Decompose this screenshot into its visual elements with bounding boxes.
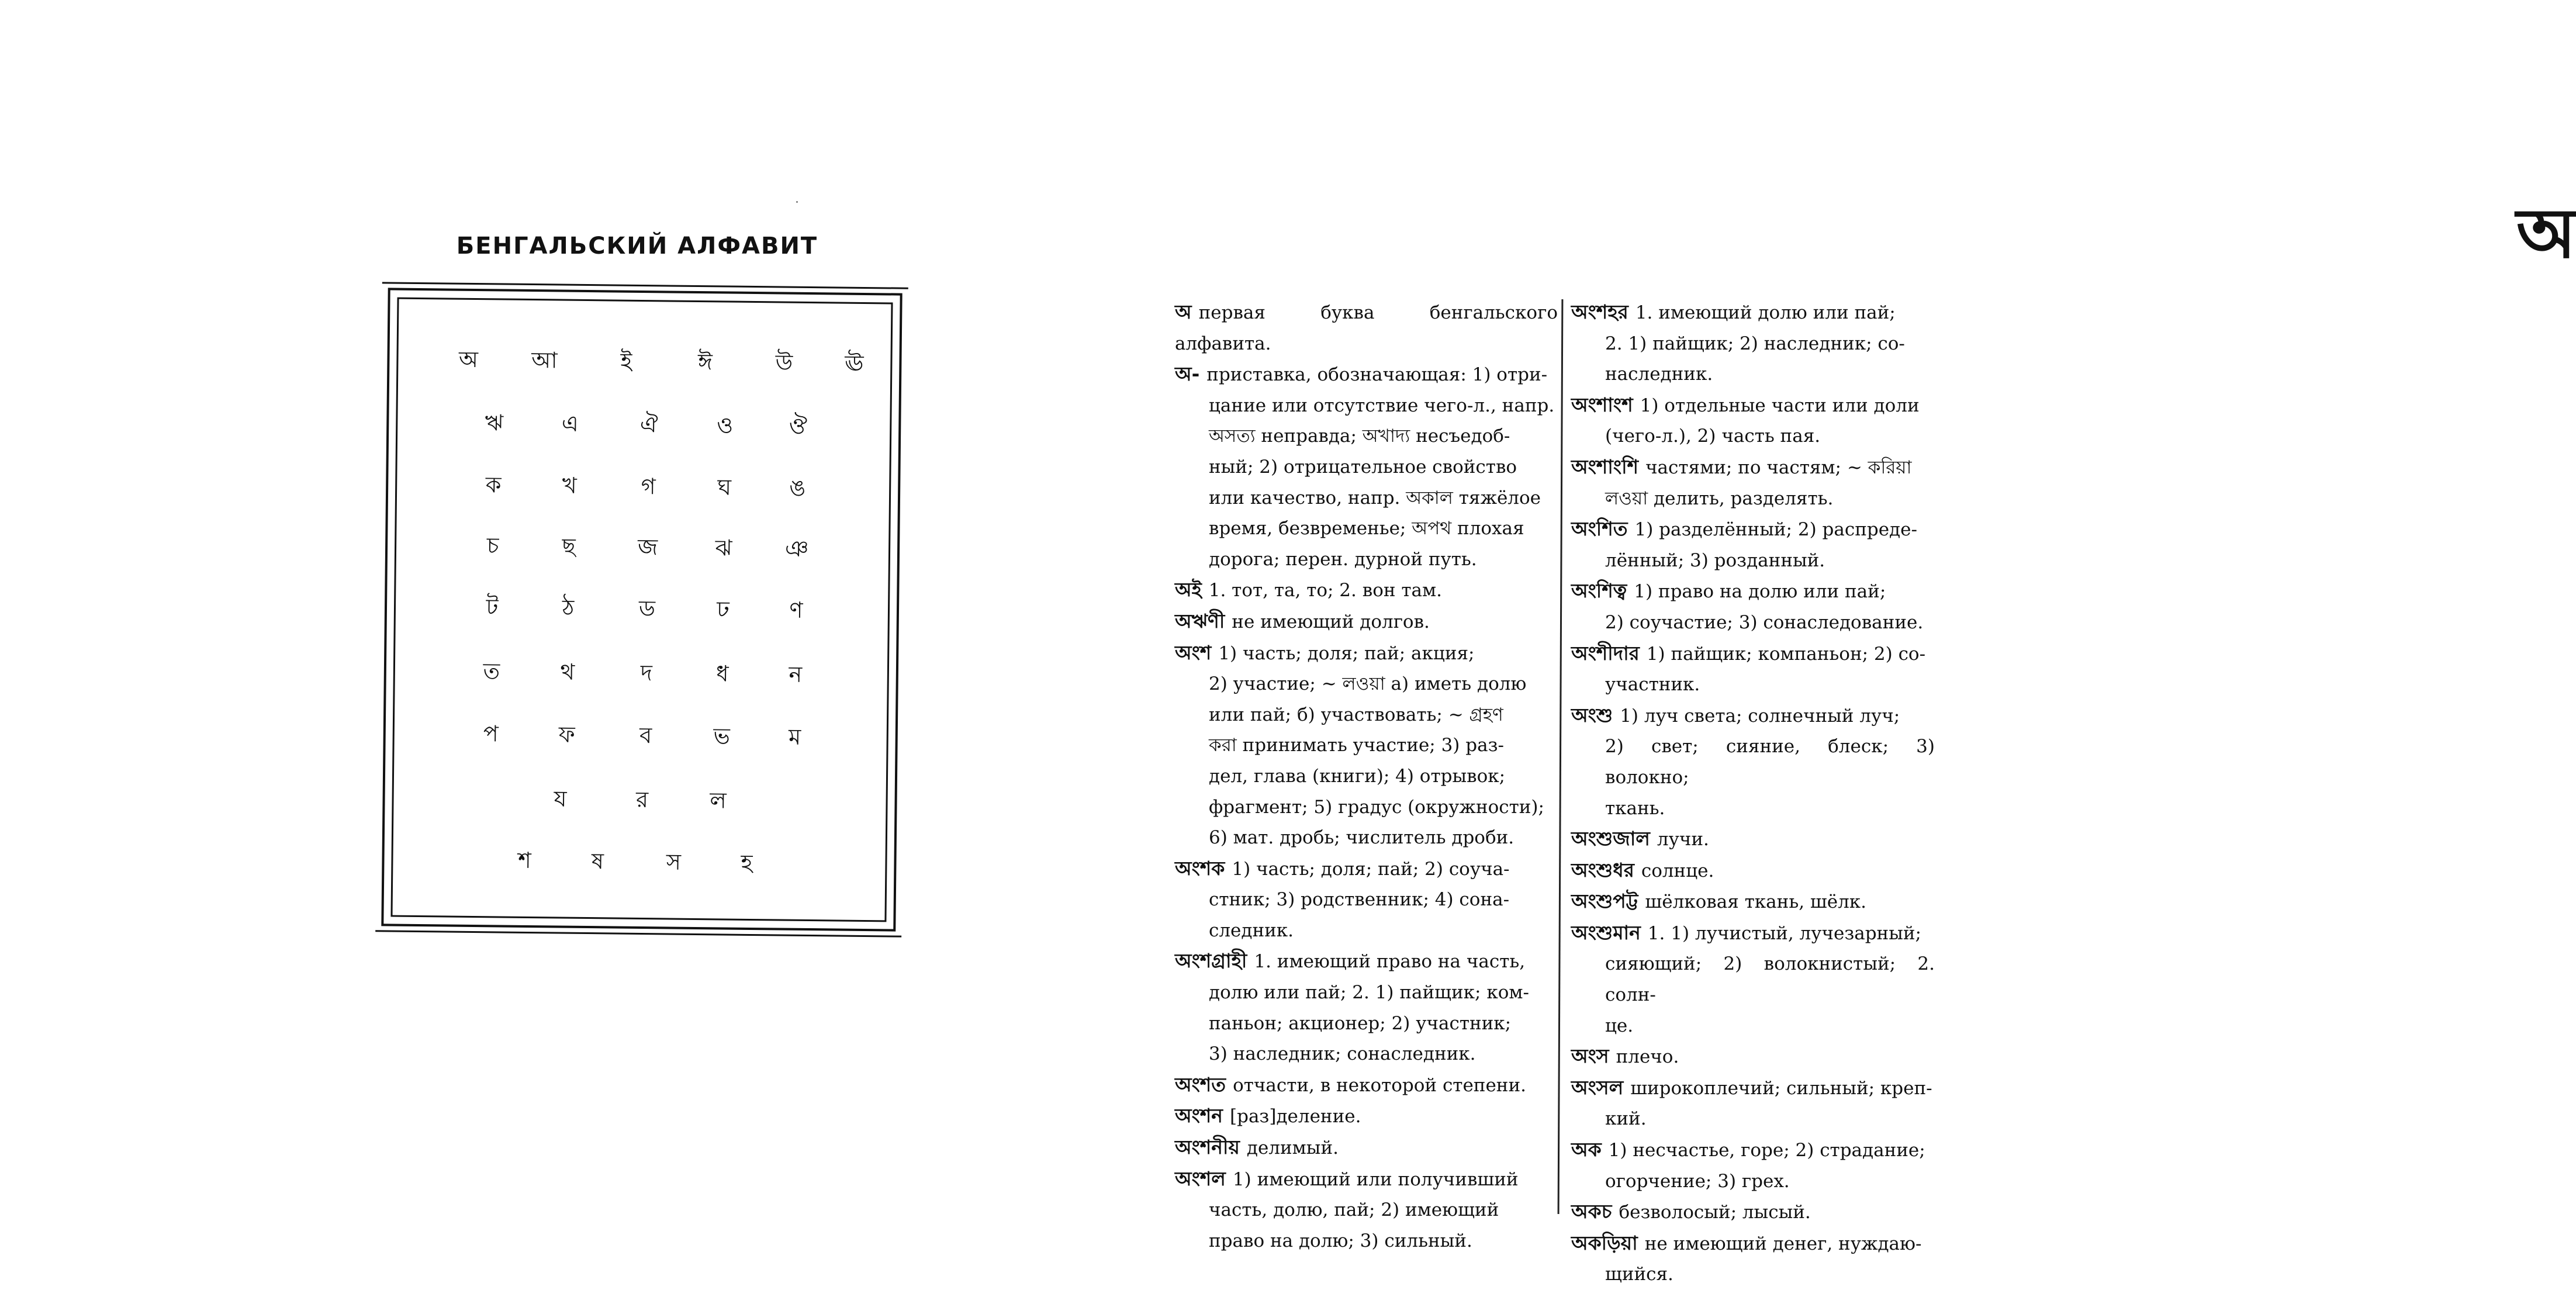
entry-line: участник. bbox=[1605, 674, 1700, 696]
alphabet-letter: ঢ bbox=[717, 596, 729, 622]
dictionary-entry bbox=[1175, 946, 1558, 1069]
dictionary-entry bbox=[1571, 1135, 1935, 1196]
alphabet-letter: ই bbox=[620, 348, 632, 374]
alphabet-letter: ক bbox=[485, 472, 502, 498]
entry-headword: অংশিত্ব bbox=[1571, 579, 1627, 603]
dictionary-entry bbox=[1175, 359, 1558, 575]
dictionary-entry bbox=[1571, 855, 1935, 887]
entry-line: часть, долю, пай; 2) имеющий bbox=[1209, 1199, 1499, 1221]
entry-headword: অংশল bbox=[1175, 1167, 1226, 1190]
alphabet-letter: ঠ bbox=[562, 594, 575, 621]
alphabet-letter: ও bbox=[717, 412, 734, 438]
entry-headword: অংশুপট্ট bbox=[1571, 890, 1638, 913]
alphabet-letter: য bbox=[554, 786, 567, 812]
entry-line: 1) отдельные части или доли bbox=[1640, 395, 1920, 416]
alphabet-letter: ফ bbox=[558, 721, 575, 748]
entry-line: це. bbox=[1605, 1015, 1634, 1036]
dictionary-column-right bbox=[1571, 297, 1935, 1290]
alphabet-letter: ঊ bbox=[845, 350, 864, 376]
entry-line: следник. bbox=[1209, 919, 1294, 941]
entry-line: ткань. bbox=[1605, 797, 1665, 819]
entry-headword: অংশীদার bbox=[1571, 641, 1640, 665]
alphabet-letter: থ bbox=[560, 659, 575, 685]
alphabet-letter: খ bbox=[562, 472, 577, 499]
dictionary-entry bbox=[1571, 452, 1935, 514]
dictionary-entry bbox=[1571, 700, 1935, 824]
entry-line: 6) мат. дробь; числитель дроби. bbox=[1209, 827, 1515, 849]
alphabet-letter: অ bbox=[458, 346, 479, 373]
entry-line: безволосый; лысый. bbox=[1619, 1202, 1811, 1223]
alphabet-letter: ঙ bbox=[789, 475, 806, 501]
entry-headword: অংশ bbox=[1175, 641, 1212, 664]
entry-line: стник; 3) родственник; 4) сона- bbox=[1209, 889, 1510, 911]
alphabet-row bbox=[388, 463, 898, 509]
entry-line: 1) имеющий или получивший bbox=[1232, 1168, 1519, 1190]
entry-headword: অংশু bbox=[1571, 703, 1613, 727]
alphabet-letter: স bbox=[666, 849, 682, 875]
entry-line: паньон; акционер; 2) участник; bbox=[1209, 1012, 1512, 1034]
alphabet-letter: ঞ bbox=[784, 535, 809, 562]
dictionary-entry bbox=[1571, 638, 1935, 700]
alphabet-letter: ন bbox=[789, 661, 803, 687]
entry-line: приставка, обозначающая: 1) отри- bbox=[1206, 364, 1548, 386]
alphabet-letter: ঋ bbox=[485, 410, 504, 436]
alphabet-letter: ড bbox=[638, 595, 656, 622]
entry-line: или пай; б) участвовать; ~ গ্রহণ bbox=[1209, 704, 1503, 725]
entry-headword: অ bbox=[1175, 300, 1192, 323]
entry-headword: অংসল bbox=[1571, 1075, 1624, 1099]
entry-headword: অংশগ্রাহী bbox=[1175, 949, 1247, 973]
entry-line: 1. тот, та, то; 2. вон там. bbox=[1208, 580, 1442, 601]
left-page bbox=[0, 0, 988, 1258]
dictionary-entry bbox=[1175, 297, 1558, 359]
alphabet-letter: ম bbox=[788, 724, 801, 750]
entry-line: করা принимать участие; 3) раз- bbox=[1209, 735, 1504, 756]
entry-line: широкоплечий; сильный; креп- bbox=[1630, 1077, 1932, 1099]
dictionary-entry bbox=[1175, 575, 1558, 606]
alphabet-letter: এ bbox=[561, 410, 579, 437]
alphabet-letter: ব bbox=[639, 722, 652, 749]
alphabet-row bbox=[384, 838, 894, 884]
entry-line: লওয়া делить, разделять. bbox=[1605, 487, 1834, 509]
entry-line: огорчение; 3) грех. bbox=[1605, 1170, 1790, 1192]
entry-line: долю или пай; 2. 1) пайщик; ком- bbox=[1209, 982, 1529, 1004]
dictionary-column-left bbox=[1175, 297, 1558, 1256]
alphabet-letter: জ bbox=[637, 534, 658, 561]
alphabet-letter: প bbox=[483, 721, 499, 747]
entry-headword: অই bbox=[1175, 578, 1202, 601]
section-letter: অ bbox=[2516, 192, 2576, 274]
entry-line: время, безвременье; অপথ плохая bbox=[1209, 518, 1524, 539]
alphabet-row bbox=[389, 401, 899, 447]
dictionary-entry bbox=[1175, 1132, 1558, 1164]
alphabet-letter: ঔ bbox=[789, 413, 808, 439]
entry-headword: অংশিত bbox=[1571, 517, 1628, 541]
entry-line: шёлковая ткань, шёлк. bbox=[1645, 891, 1866, 913]
entry-headword: অংশক bbox=[1175, 856, 1225, 880]
entry-headword: অংশুধর bbox=[1571, 858, 1634, 881]
entry-headword: অংশহর bbox=[1571, 300, 1628, 323]
entry-line: 1) пайщик; компаньон; 2) со- bbox=[1646, 643, 1926, 665]
entry-line: не имеющий долгов. bbox=[1232, 611, 1430, 632]
alphabet-letter: ঐ bbox=[639, 411, 658, 438]
print-speck bbox=[796, 201, 798, 203]
entry-line: цание или отсутствие чего-л., напр. bbox=[1209, 395, 1555, 416]
entry-line: щийся. bbox=[1605, 1264, 1673, 1285]
entry-line: 1) право на долю или пай; bbox=[1634, 581, 1886, 603]
dictionary-entry bbox=[1571, 1073, 1935, 1135]
entry-line: право на долю; 3) сильный. bbox=[1209, 1230, 1472, 1251]
entry-line: 1) часть; доля; пай; 2) соуча- bbox=[1232, 858, 1510, 880]
alphabet-letter: ভ bbox=[713, 723, 731, 749]
entry-line: অসত্য неправда; অখাদ্য несъедоб- bbox=[1209, 426, 1510, 447]
entry-line: 1) луч света; солнечный луч; bbox=[1620, 705, 1900, 727]
dictionary-entry bbox=[1571, 390, 1935, 452]
entry-line: сияющий; 2) волокнистый; 2. солн- bbox=[1605, 953, 1935, 1006]
entry-line: 1. имеющий долю или пай; bbox=[1635, 302, 1896, 323]
alphabet-letter: ষ bbox=[591, 848, 604, 874]
entry-line: солнце. bbox=[1641, 860, 1714, 881]
entry-line: лучи. bbox=[1657, 829, 1709, 850]
dictionary-entry bbox=[1175, 606, 1558, 638]
alphabet-row bbox=[386, 649, 897, 696]
entry-line: наследник. bbox=[1605, 364, 1713, 385]
entry-headword: অ- bbox=[1175, 362, 1200, 386]
dictionary-entry bbox=[1571, 514, 1935, 576]
entry-line: ный; 2) отрицательное свойство bbox=[1209, 456, 1517, 478]
dictionary-entry bbox=[1571, 1041, 1935, 1073]
dictionary-entry bbox=[1175, 1101, 1558, 1132]
dictionary-entry bbox=[1571, 576, 1935, 638]
entry-headword: অংশাংশ bbox=[1571, 393, 1633, 416]
alphabet-table bbox=[381, 288, 902, 931]
entry-line: 1) несчастье, горе; 2) страдание; bbox=[1608, 1140, 1925, 1161]
alphabet-row bbox=[385, 712, 895, 758]
entry-line: фрагмент; 5) градус (окружности); bbox=[1209, 796, 1544, 818]
entry-line: 1. имеющий право на часть, bbox=[1254, 951, 1526, 973]
entry-line: 2) свет; сияние, блеск; 3) волокно; bbox=[1605, 736, 1935, 788]
entry-line: дел, глава (книги); 4) отрывок; bbox=[1209, 765, 1506, 787]
entry-line: 3) наследник; сонаследник. bbox=[1209, 1043, 1476, 1065]
alphabet-letter: ল bbox=[710, 787, 727, 814]
dictionary-entry bbox=[1175, 1070, 1558, 1101]
entry-headword: অংশাংশি bbox=[1571, 455, 1639, 478]
entry-headword: অংশন bbox=[1175, 1104, 1223, 1128]
alphabet-letter: ছ bbox=[562, 533, 576, 559]
alphabet-row bbox=[387, 585, 897, 631]
entry-line: 1) часть; доля; пай; акция; bbox=[1218, 642, 1475, 664]
alphabet-letter: ত bbox=[483, 658, 500, 684]
entry-headword: অংশত bbox=[1175, 1073, 1226, 1096]
alphabet-letter: আ bbox=[531, 347, 558, 373]
alphabet-letter: চ bbox=[486, 532, 499, 559]
entry-headword: অংশুমান bbox=[1571, 921, 1641, 944]
alphabet-letter: শ bbox=[518, 847, 531, 874]
entry-headword: অংশনীয় bbox=[1175, 1136, 1240, 1159]
dictionary-entry bbox=[1571, 824, 1935, 855]
alphabet-letter: ণ bbox=[789, 597, 803, 623]
alphabet-letter: হ bbox=[741, 849, 753, 876]
entry-line: [раз]деление. bbox=[1230, 1106, 1361, 1128]
alphabet-letter: গ bbox=[641, 473, 656, 500]
entry-line: частями; по частям; ~ করিয়া bbox=[1645, 456, 1912, 478]
entry-headword: অকচ bbox=[1571, 1200, 1612, 1223]
alphabet-row bbox=[388, 524, 898, 570]
entry-line: 2) соучастие; 3) сонаследование. bbox=[1605, 611, 1924, 633]
entry-headword: অক bbox=[1571, 1138, 1602, 1161]
entry-line: кий. bbox=[1605, 1108, 1647, 1130]
dictionary-entry bbox=[1571, 1228, 1935, 1290]
alphabet-letter: ট bbox=[486, 594, 499, 620]
alphabet-letter: ঈ bbox=[697, 348, 713, 375]
alphabet-letter: উ bbox=[775, 350, 793, 376]
entry-line: отчасти, в некоторой степени. bbox=[1233, 1074, 1526, 1096]
alphabet-letter: দ bbox=[640, 659, 653, 686]
entry-line: не имеющий денег, нуждаю- bbox=[1644, 1233, 1922, 1254]
entry-line: 2. 1) пайщик; 2) наследник; со- bbox=[1605, 333, 1905, 354]
alphabet-letter: র bbox=[635, 786, 649, 813]
dictionary-entry bbox=[1571, 886, 1935, 918]
entry-line: первая буква бенгальского алфавита. bbox=[1175, 302, 1558, 354]
dictionary-entry bbox=[1571, 297, 1935, 390]
entry-line: 1) разделённый; 2) распреде- bbox=[1634, 519, 1917, 541]
dictionary-entry bbox=[1571, 918, 1935, 1041]
entry-headword: অংশুজাল bbox=[1571, 827, 1650, 850]
alphabet-letter: ধ bbox=[715, 660, 729, 687]
alphabet-letter: ঘ bbox=[717, 474, 732, 500]
alphabet-row bbox=[385, 776, 895, 822]
entry-headword: অকড়িয়া bbox=[1571, 1231, 1638, 1254]
dictionary-entry bbox=[1175, 1164, 1558, 1257]
dictionary-entry bbox=[1175, 853, 1558, 946]
alphabet-letter: ঝ bbox=[715, 535, 732, 561]
entry-headword: অঋণী bbox=[1175, 609, 1225, 632]
entry-line: дорога; перен. дурной путь. bbox=[1209, 548, 1477, 570]
dictionary-entry bbox=[1175, 638, 1558, 853]
entry-line: плечо. bbox=[1616, 1046, 1679, 1068]
entry-headword: অংস bbox=[1571, 1045, 1609, 1068]
entry-line: лённый; 3) розданный. bbox=[1605, 549, 1825, 571]
entry-line: или качество, напр. অকাল тяжёлое bbox=[1209, 487, 1541, 509]
dictionary-entry bbox=[1571, 1196, 1935, 1228]
entry-line: 1. 1) лучистый, лучезарный; bbox=[1647, 922, 1921, 944]
entry-line: делимый. bbox=[1246, 1137, 1339, 1159]
alphabet-row bbox=[389, 338, 900, 384]
alphabet-title: БЕНГАЛЬСКИЙ АЛФАВИТ bbox=[456, 233, 818, 260]
entry-line: (чего-л.), 2) часть пая. bbox=[1605, 426, 1821, 447]
entry-line: 2) участие; ~ লওয়া а) иметь долю bbox=[1209, 673, 1527, 695]
